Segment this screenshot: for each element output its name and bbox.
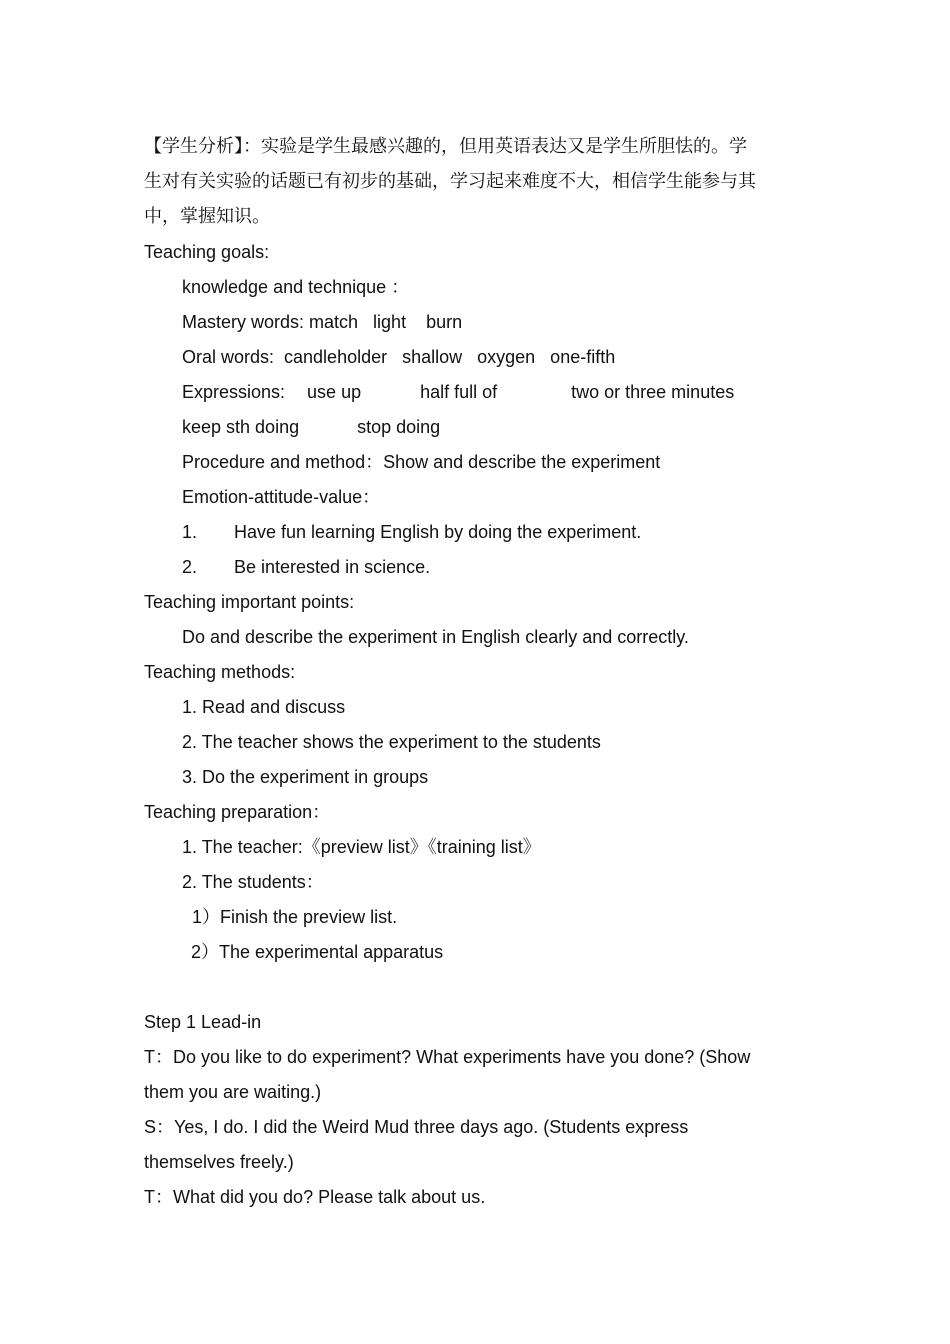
knowledge-technique-label: knowledge and technique ： — [182, 277, 410, 297]
emotion-item-number: 2. — [182, 557, 198, 577]
expressions-row-2 — [182, 416, 440, 438]
expression-keep-sth-doing: keep sth doing — [182, 417, 300, 437]
preparation-sub-item-1: 1）Finish the preview list. — [192, 907, 398, 927]
step1-line-1: T：Do you like to do experiment? What experiments have you done? (Show — [144, 1047, 751, 1067]
emotion-item-number: 1. — [182, 522, 198, 542]
mastery-words: Mastery words: match light burn — [182, 312, 463, 332]
teaching-goals-heading: Teaching goals: — [144, 242, 270, 262]
method-item-1: 1. Read and discuss — [182, 697, 346, 717]
expressions-row-1 — [182, 381, 734, 403]
important-points-text: Do and describe the experiment in English clearly and correctly. — [182, 627, 689, 647]
expression-use-up: use up — [307, 382, 362, 402]
oral-words: Oral words: candleholder shallow oxygen one-fifth — [182, 347, 616, 367]
important-points-heading: Teaching important points: — [144, 592, 355, 612]
step1-line-3: S：Yes, I do. I did the Weird Mud three days ago. (Students express — [144, 1117, 689, 1137]
method-item-3: 3. Do the experiment in groups — [182, 767, 429, 787]
step1-line-5: T：What did you do? Please talk about us. — [144, 1187, 486, 1207]
expression-two-or-three-minutes: two or three minutes — [571, 382, 735, 402]
teaching-methods-heading: Teaching methods: — [144, 662, 296, 682]
teaching-preparation-heading: Teaching preparation： — [144, 802, 331, 822]
student-analysis-line-3: 中，掌握知识。 — [144, 206, 270, 227]
expression-stop-doing: stop doing — [357, 417, 441, 437]
expressions-label: Expressions: — [182, 382, 286, 402]
emotion-item-text: Be interested in science. — [234, 557, 431, 577]
student-analysis-line-2: 生对有关实验的话题已有初步的基础，学习起来难度不大，相信学生能参与其 — [144, 171, 756, 192]
method-item-2: 2. The teacher shows the experiment to the students — [182, 732, 601, 752]
emotion-item-2 — [182, 556, 430, 578]
step1-line-2: them you are waiting.) — [144, 1082, 322, 1102]
emotion-item-1 — [182, 521, 641, 543]
step1-heading: Step 1 Lead-in — [144, 1012, 262, 1032]
preparation-sub-item-2: 2）The experimental apparatus — [191, 942, 444, 962]
procedure-method: Procedure and method：Show and describe the experiment — [182, 452, 661, 472]
emotion-item-text: Have fun learning English by doing the experiment. — [234, 522, 642, 542]
preparation-students: 2. The students： — [182, 872, 324, 892]
emotion-attitude-value: Emotion-attitude-value： — [182, 487, 381, 507]
preparation-teacher: 1. The teacher:《preview list》《training list》 — [182, 837, 541, 857]
step1-line-4: themselves freely.) — [144, 1152, 294, 1172]
expression-half-full-of: half full of — [420, 382, 498, 402]
student-analysis-line-1: 【学生分析】：实验是学生最感兴趣的，但用英语表达又是学生所胆怯的。学 — [144, 136, 747, 157]
